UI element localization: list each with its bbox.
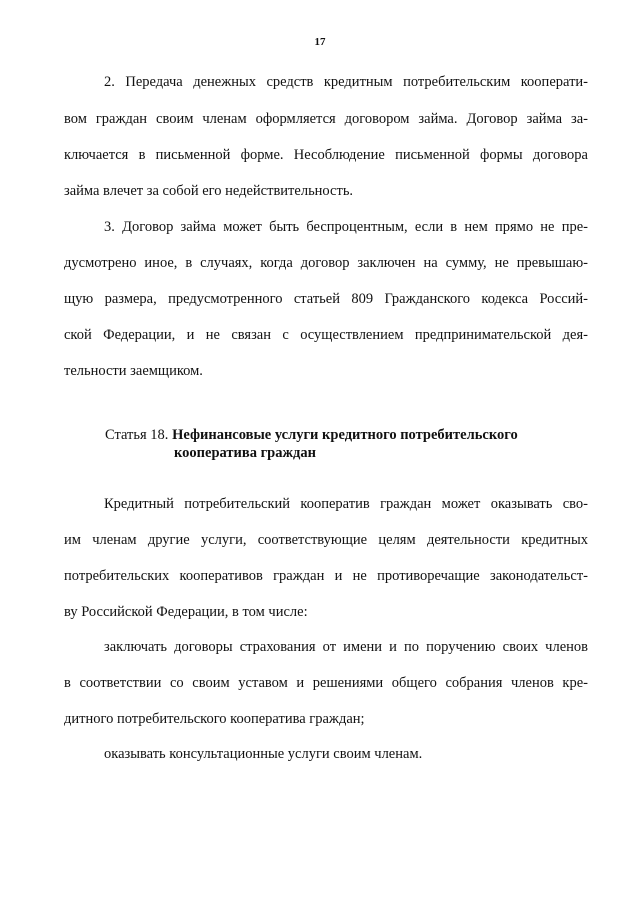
article-18-label: Статья 18. <box>105 427 169 443</box>
paragraph-3-line-3: щую размера, предусмотренного статьей 809 Гражданского кодекса Россий- <box>64 291 588 307</box>
article-18-title-line-1: Нефинансовые услуги кредитного потребительского <box>172 427 518 443</box>
item-1-line-1: заключать договоры страхования от имени и по поручению своих членов <box>104 639 588 655</box>
article-18-heading-line-2 <box>174 444 316 462</box>
item-1-line-3: дитного потребительского кооператива граждан; <box>64 711 365 727</box>
article-18-title-line-2: кооператива граждан <box>174 445 316 461</box>
paragraph-3-line-4: ской Федерации, и не связан с осуществлением предпринимательской дея- <box>64 327 588 343</box>
article-18-intro-line-4: ву Российской Федерации, в том числе: <box>64 604 308 620</box>
paragraph-3-line-1: 3. Договор займа может быть беспроцентным, если в нем прямо не пре- <box>104 219 588 235</box>
article-18-intro-line-2: им членам другие услуги, соответствующие целям деятельности кредитных <box>64 532 588 548</box>
page-number: 17 <box>314 36 326 48</box>
paragraph-2-line-3: ключается в письменной форме. Несоблюдение письменной формы договора <box>64 147 588 163</box>
paragraph-2-line-4: займа влечет за собой его недействительность. <box>64 183 354 199</box>
article-18-intro-line-3: потребительских кооперативов граждан и не противоречащие законодательст- <box>64 568 588 584</box>
paragraph-2-line-2: вом граждан своим членам оформляется договором займа. Договор займа за- <box>64 111 588 127</box>
item-2-line-1: оказывать консультационные услуги своим членам. <box>104 746 423 762</box>
paragraph-3-line-5: тельности заемщиком. <box>64 363 203 379</box>
item-1-line-2: в соответствии со своим уставом и решениями общего собрания членов кре- <box>64 675 588 691</box>
paragraph-3-line-2: дусмотрено иное, в случаях, когда договор заключен на сумму, не превышаю- <box>64 255 588 271</box>
article-18-intro-line-1: Кредитный потребительский кооператив граждан может оказывать сво- <box>104 496 588 512</box>
paragraph-2-line-1: 2. Передача денежных средств кредитным потребительским кооперати- <box>104 74 588 90</box>
article-18-heading-line-1 <box>105 426 518 444</box>
